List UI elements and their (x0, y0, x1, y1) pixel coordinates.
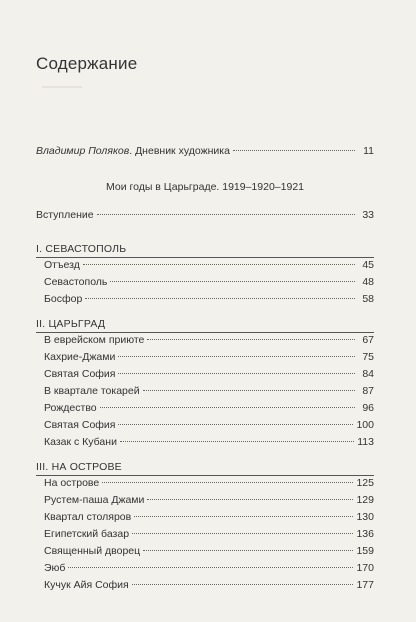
dot-leader (233, 150, 355, 151)
dot-leader (83, 264, 355, 265)
entry-label: Севастополь (44, 276, 108, 288)
entry-label: Рустем-паша Джами (44, 494, 145, 506)
entry-label: Священный дворец (44, 545, 141, 557)
toc-entry[interactable] (44, 527, 374, 541)
toc-entry[interactable] (44, 561, 374, 575)
entry-label: В квартале токарей (44, 385, 140, 397)
book-title: Мои годы в Царьграде. 1919–1920–1921 (106, 181, 304, 193)
dot-leader (118, 356, 355, 357)
dot-leader (147, 339, 355, 340)
entry-label: Египетский базар (44, 528, 130, 540)
dot-leader (102, 482, 353, 483)
toc-entry[interactable] (44, 418, 374, 432)
toc-entry[interactable] (44, 544, 374, 558)
entry-label: Рождество (44, 402, 97, 414)
toc-entry[interactable] (44, 350, 374, 364)
entry-page: 130 (356, 511, 374, 523)
dot-leader (100, 407, 355, 408)
toc-entry[interactable] (44, 333, 374, 347)
dot-leader (118, 424, 353, 425)
toc-entry[interactable] (44, 367, 374, 381)
toc-entry-intro[interactable] (36, 144, 374, 158)
entry-label: Казак с Кубани (44, 436, 117, 448)
entry-page: 67 (362, 334, 374, 346)
dot-leader (120, 441, 354, 442)
toc-entry[interactable] (44, 476, 374, 490)
section-heading-2: II. ЦАРЬГРАД (36, 318, 106, 330)
entry-page: 136 (356, 528, 374, 540)
entry-page: 45 (362, 259, 374, 271)
dot-leader (147, 499, 353, 500)
entry-page: 125 (356, 477, 374, 489)
dot-leader (97, 214, 355, 215)
dot-leader (134, 516, 353, 517)
toc-entry-preface[interactable] (36, 208, 374, 222)
toc-entry[interactable] (44, 401, 374, 415)
entry-label: Отъезд (44, 259, 80, 271)
entry-page: 96 (362, 402, 374, 414)
entry-page: 159 (356, 545, 374, 557)
entry-label: Кахрие-Джами (44, 351, 116, 363)
entry-label: Святая София (44, 419, 116, 431)
entry-page: 75 (362, 351, 374, 363)
dot-leader (143, 550, 353, 551)
entry-page: 129 (356, 494, 374, 506)
entry-page: 84 (362, 368, 374, 380)
dot-leader (68, 567, 353, 568)
entry-label: Босфор (44, 293, 83, 305)
entry-label: В еврейском приюте (44, 334, 145, 346)
dot-leader (132, 533, 353, 534)
entry-page: 100 (356, 419, 374, 431)
toc-entry[interactable] (44, 510, 374, 524)
entry-label: На острове (44, 477, 100, 489)
entry-page: 113 (357, 436, 374, 448)
entry-label: . Дневник художника (129, 145, 230, 157)
dot-leader (85, 298, 355, 299)
entry-label: Эюб (44, 562, 66, 574)
section-heading-3: III. НА ОСТРОВЕ (36, 461, 122, 473)
page-smudge (42, 86, 82, 88)
dot-leader (132, 584, 354, 585)
toc-entry[interactable] (44, 275, 374, 289)
entry-page: 48 (362, 276, 374, 288)
entry-label: Святая София (44, 368, 116, 380)
toc-entry[interactable] (44, 258, 374, 272)
toc-entry[interactable] (44, 384, 374, 398)
toc-entry[interactable] (44, 493, 374, 507)
entry-page: 87 (362, 385, 374, 397)
entry-label: Квартал столяров (44, 511, 132, 523)
dot-leader (118, 373, 355, 374)
entry-page: 177 (356, 579, 374, 591)
entry-page: 33 (362, 209, 374, 221)
toc-entry[interactable] (44, 435, 374, 449)
page-title: Содержание (36, 54, 138, 73)
entry-label: Кучук Айя София (44, 579, 129, 591)
dot-leader (110, 281, 355, 282)
entry-label: Вступление (36, 209, 94, 221)
toc-entry[interactable] (44, 292, 374, 306)
entry-page: 11 (363, 145, 374, 157)
section-heading-1: I. СЕВАСТОПОЛЬ (36, 243, 127, 255)
toc-entry[interactable] (44, 578, 374, 592)
dot-leader (143, 390, 355, 391)
entry-author: Владимир Поляков (36, 145, 130, 157)
entry-page: 58 (362, 293, 374, 305)
entry-page: 170 (356, 562, 374, 574)
